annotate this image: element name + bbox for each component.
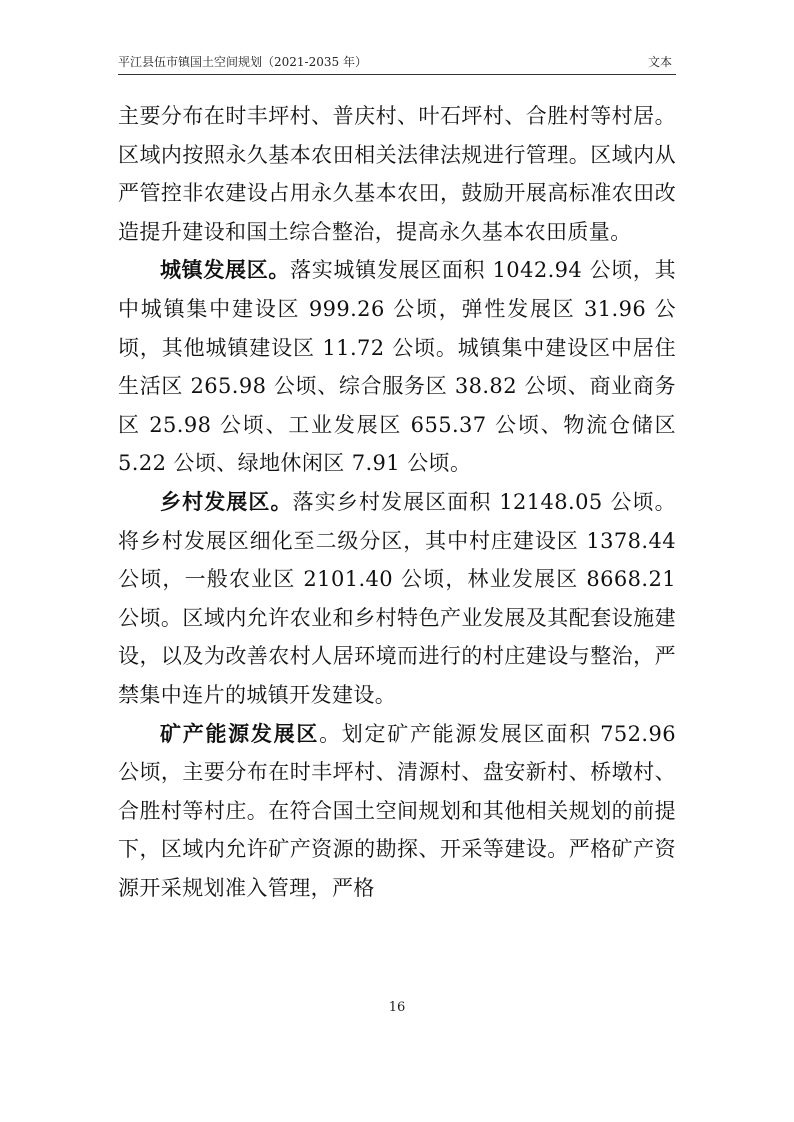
paragraph-heading: 乡村发展区。	[160, 488, 293, 514]
page-number: 16	[388, 1000, 406, 1015]
paragraph-text: 。划定矿产能源发展区面积 752.96 公顷，主要分布在时丰坪村、清源村、盘安新村、桥墩村、合胜村等村庄。在符合国土空间规划和其他相关规划的前提下，区域内允许矿产资源的勘探、开采等建设。严格矿产资源开采规划准入管理，严格	[118, 721, 676, 900]
paragraph-heading: 城镇发展区。	[160, 257, 291, 283]
document-section-label: 文本	[647, 55, 672, 69]
paragraph-rural-development-zone	[118, 483, 676, 715]
document-title: 平江县伍市镇国土空间规划（2021-2035 年）	[118, 55, 367, 69]
body-text	[118, 97, 676, 907]
paragraph-farmland-continued	[118, 97, 676, 251]
paragraph-text: 主要分布在时丰坪村、普庆村、叶石坪村、合胜村等村居。区域内按照永久基本农田相关法律法规进行管理。区域内从严管控非农建设占用永久基本农田，鼓励开展高标准农田改造提升建设和国土综合整治，提高永久基本农田质量。	[118, 104, 676, 244]
paragraph-text: 落实城镇发展区面积 1042.94 公顷，其中城镇集中建设区 999.26 公顷，弹性发展区 31.96 公顷，其他城镇建设区 11.72 公顷。城镇集中建设区中居住生活区 265.98 公顷、综合服务区 38.82 公顷、商业商务区 25.98 公顷、工业发展区 655.37 公顷、物流仓储区 5.22 公顷、绿地休闲区 7.91 公顷。	[118, 258, 676, 476]
paragraph-mineral-energy-zone	[118, 715, 676, 908]
page-header	[118, 55, 676, 75]
paragraph-urban-development-zone	[118, 251, 676, 483]
paragraph-heading: 矿产能源发展区	[160, 720, 320, 746]
header-divider	[118, 74, 676, 75]
paragraph-text: 落实乡村发展区面积 12148.05 公顷。将乡村发展区细化至二级分区，其中村庄建设区 1378.44 公顷，一般农业区 2101.40 公顷，林业发展区 8668.21 公顷。区域内允许农业和乡村特色产业发展及其配套设施建设，以及为改善农村人居环境而进行的村庄建设与整治，严禁集中连片的城镇开发建设。	[118, 489, 676, 707]
